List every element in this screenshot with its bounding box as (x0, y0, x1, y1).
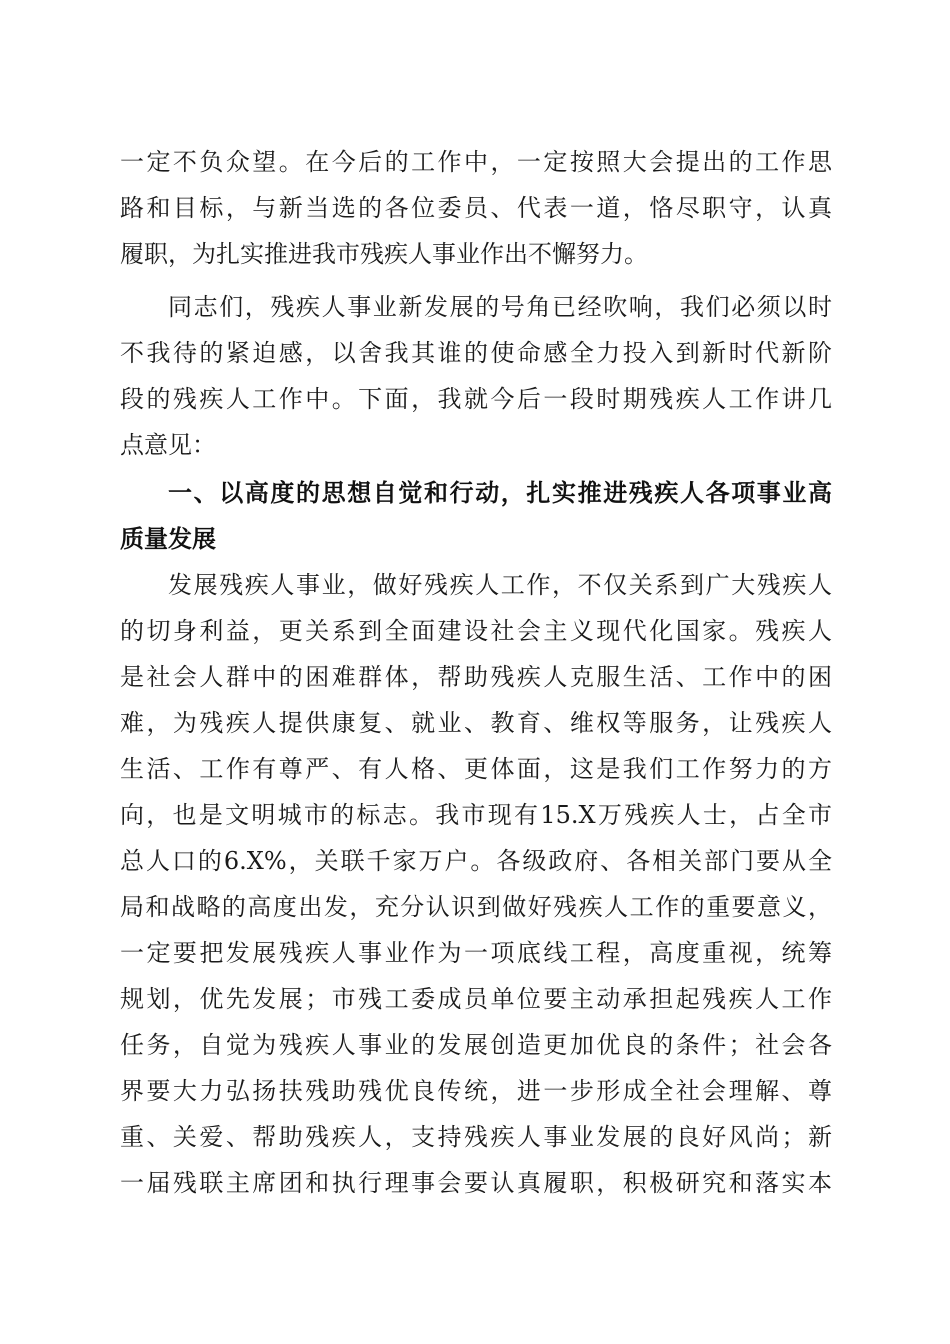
paragraph-line: 向，也是文明城市的标志。我市现有15.X万残疾人士，占全市 (120, 801, 832, 829)
paragraph-line: 的切身利益，更关系到全面建设社会主义现代化国家。残疾人 (120, 617, 832, 645)
paragraph-line: 重、关爱、帮助残疾人，支持残疾人事业发展的良好风尚；新 (120, 1123, 832, 1151)
paragraph-line: 段的残疾人工作中。下面，我就今后一段时期残疾人工作讲几 (120, 385, 832, 413)
paragraph-line: 同志们，残疾人事业新发展的号角已经吹响，我们必须以时 (168, 293, 832, 321)
paragraph-line: 履职，为扎实推进我市残疾人事业作出不懈努力。 (120, 240, 648, 268)
paragraph-line: 一定要把发展残疾人事业作为一项底线工程，高度重视，统筹 (120, 939, 832, 967)
paragraph-line: 是社会人群中的困难群体，帮助残疾人克服生活、工作中的困 (120, 663, 832, 691)
paragraph-line: 点意见： (120, 431, 216, 459)
paragraph-line: 局和战略的高度出发，充分认识到做好残疾人工作的重要意义， (120, 893, 832, 921)
paragraph-line: 不我待的紧迫感，以舍我其谁的使命感全力投入到新时代新阶 (120, 339, 832, 367)
paragraph-line: 生活、工作有尊严、有人格、更体面，这是我们工作努力的方 (120, 755, 832, 783)
paragraph-line: 一届残联主席团和执行理事会要认真履职，积极研究和落实本 (120, 1169, 832, 1197)
section-heading: 质量发展 (120, 525, 216, 553)
paragraph-line: 难，为残疾人提供康复、就业、教育、维权等服务，让残疾人 (120, 709, 832, 737)
paragraph-line: 任务，自觉为残疾人事业的发展创造更加优良的条件；社会各 (120, 1031, 832, 1059)
paragraph-line: 发展残疾人事业，做好残疾人工作，不仅关系到广大残疾人 (168, 571, 832, 599)
paragraph-line: 路和目标，与新当选的各位委员、代表一道，恪尽职守，认真 (120, 194, 832, 222)
paragraph-line: 一定不负众望。在今后的工作中，一定按照大会提出的工作思 (120, 148, 832, 176)
paragraph-line: 总人口的6.X%，关联千家万户。各级政府、各相关部门要从全 (120, 847, 832, 875)
paragraph-line: 界要大力弘扬扶残助残优良传统，进一步形成全社会理解、尊 (120, 1077, 832, 1105)
paragraph-line: 规划，优先发展；市残工委成员单位要主动承担起残疾人工作 (120, 985, 832, 1013)
section-heading: 一、以高度的思想自觉和行动，扎实推进残疾人各项事业高 (168, 479, 832, 507)
